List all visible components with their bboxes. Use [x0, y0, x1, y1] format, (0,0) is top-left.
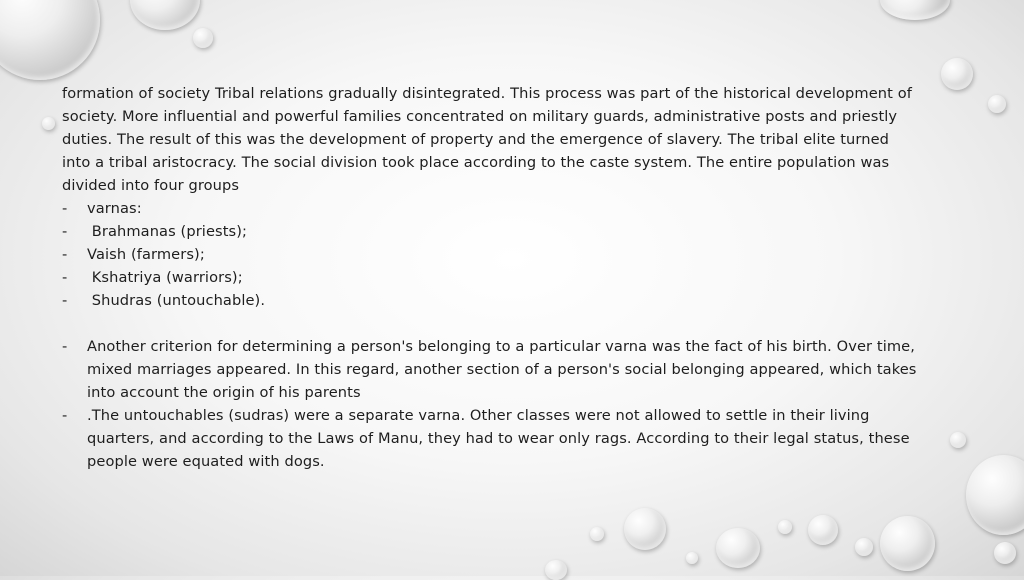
- water-drop-decoration: [988, 95, 1006, 113]
- water-drop-decoration: [193, 28, 213, 48]
- intro-paragraph: formation of society Tribal relations gradually disintegrated. This process was part of the historical development of society. More influential and powerful families concentrated on military guards, administrative posts and priestly duties. The result of this was the development of property and the emergence of slavery. The tribal elite turned into a tribal aristocracy. The social division took place according to the caste system. The entire population was divided into four groups: [62, 85, 912, 194]
- water-drop-decoration: [941, 58, 973, 90]
- water-drop-decoration: [880, 516, 935, 571]
- bullet-dash: -: [62, 269, 68, 286]
- bullet-dash: -: [62, 223, 68, 240]
- bullet-dash: -: [62, 338, 68, 355]
- bullet-dash: -: [62, 246, 68, 263]
- water-drop-decoration: [950, 432, 966, 448]
- bullet-dash: -: [62, 407, 68, 424]
- varna-label: varnas:: [87, 200, 142, 217]
- varna-list-item: [62, 289, 922, 312]
- bullet-dash: -: [62, 200, 68, 217]
- slide-body: [62, 82, 922, 473]
- birth-criterion-text: Another criterion for determining a person's belonging to a particular varna was the fact of his birth. Over time, mixed marriages appeared. In this regard, another section of a person's social belonging appeared, which takes into account the origin of his parents: [87, 338, 917, 401]
- water-drop-decoration: [966, 455, 1024, 535]
- varna-label: Vaish (farmers);: [87, 246, 205, 263]
- untouchables-text: .The untouchables (sudras) were a separate varna. Other classes were not allowed to settle in their living quarters, and according to the Laws of Manu, they had to wear only rags. According to their legal status, these people were equated with dogs.: [87, 407, 910, 470]
- water-drop-decoration: [42, 117, 55, 130]
- water-drop-decoration: [545, 560, 567, 580]
- water-drop-decoration: [855, 538, 873, 556]
- water-drop-decoration: [778, 520, 792, 534]
- spacer: [62, 312, 922, 335]
- water-drop-decoration: [624, 508, 666, 550]
- bullet-dash: -: [62, 292, 68, 309]
- water-drop-decoration: [130, 0, 200, 30]
- water-drop-decoration: [880, 0, 950, 20]
- water-drop-decoration: [994, 542, 1016, 564]
- varna-label: Kshatriya (warriors);: [87, 269, 243, 286]
- varna-list-item: [62, 266, 922, 289]
- varna-list-item: [62, 197, 922, 220]
- water-drop-decoration: [686, 552, 698, 564]
- water-drop-decoration: [808, 515, 838, 545]
- varna-list-item: [62, 243, 922, 266]
- water-drop-decoration: [0, 0, 100, 80]
- water-drop-decoration: [590, 527, 604, 541]
- water-drop-decoration: [716, 528, 760, 568]
- varna-list-item: [62, 220, 922, 243]
- bullet-paragraph: [62, 335, 922, 404]
- varna-label: Brahmanas (priests);: [87, 223, 248, 240]
- bullet-paragraph: [62, 404, 922, 473]
- varna-label: Shudras (untouchable).: [87, 292, 266, 309]
